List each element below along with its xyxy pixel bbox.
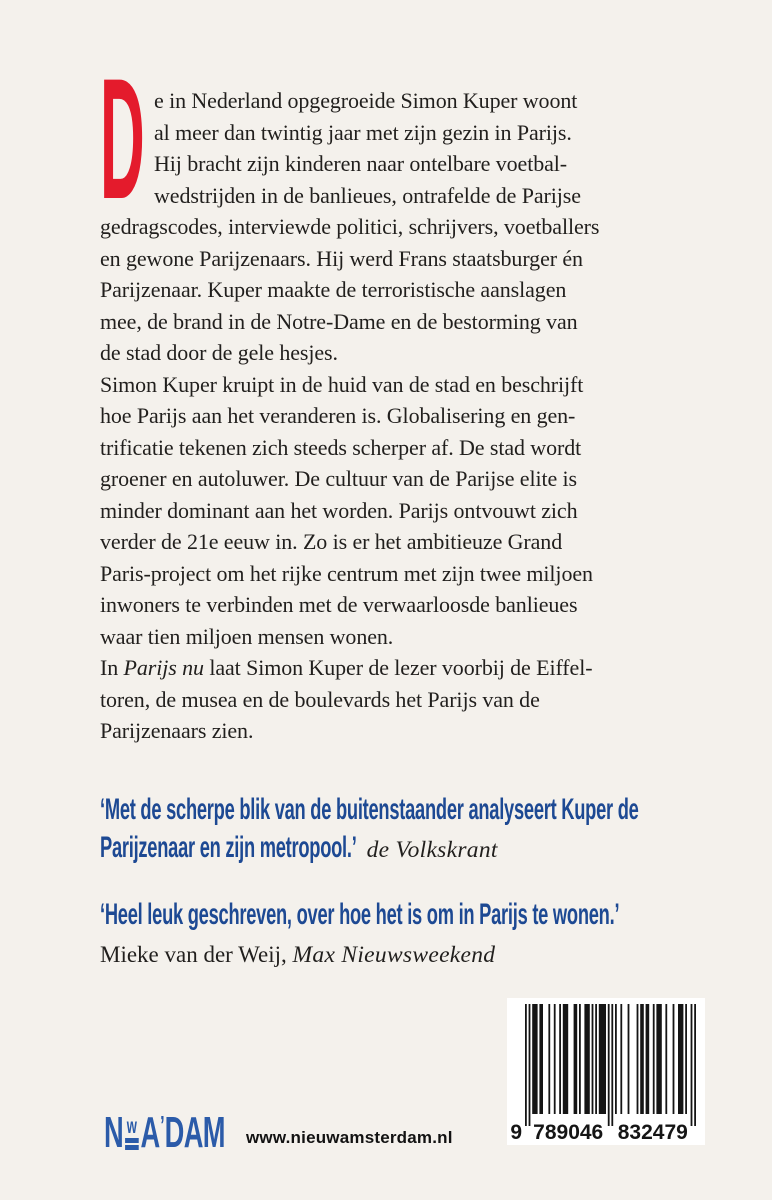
- quote-source-prefix: Mieke van der Weij,: [100, 942, 293, 967]
- quote-block: [100, 793, 720, 869]
- barcode-bar: [554, 1004, 556, 1114]
- quote-line: [100, 898, 720, 936]
- quote-line: [100, 831, 720, 869]
- barcode-bar: [599, 1004, 606, 1114]
- blurb-line: [100, 400, 675, 432]
- blurb-line: [100, 495, 675, 527]
- blurb-line: [100, 652, 675, 684]
- barcode-bar: [563, 1004, 568, 1114]
- logo-w-stack: [125, 1115, 139, 1150]
- publisher-logo: [104, 1108, 225, 1157]
- logo-letter-w: w: [126, 1115, 137, 1138]
- barcode-bar: [694, 1004, 696, 1126]
- blurb-segment: mee, de brand in de Notre-Dame en de bestorming van: [100, 308, 578, 334]
- blurb-segment: Parijzenaars zien.: [100, 718, 254, 743]
- barcode-bar: [532, 1004, 537, 1114]
- blurb-line: [100, 558, 675, 590]
- blurb-line: [100, 117, 675, 149]
- barcode-digits-left: 789046: [533, 1121, 604, 1144]
- quote-text: ‘Met de scherpe blik van de buitenstaander analyseert Kuper de: [100, 793, 639, 826]
- blurb-segment: inwoners te verbinden met de verwaarloosde banlieues: [100, 592, 578, 617]
- barcode-bar: [548, 1004, 550, 1114]
- blurb-line: [100, 621, 675, 653]
- blurb-segment: al meer dan twintig jaar met zijn gezin in Parijs.: [154, 119, 572, 145]
- barcode-panel: [507, 998, 705, 1145]
- quote-text-wrap: [100, 793, 639, 831]
- barcode-bar: [579, 1004, 581, 1114]
- blurb-line: [100, 715, 675, 747]
- barcode-bar: [685, 1004, 687, 1114]
- quote-text: Parijzenaar en zijn metropool.’: [100, 831, 357, 864]
- barcode-bar: [592, 1004, 594, 1114]
- blurb-line: [100, 589, 675, 621]
- barcode-bar: [628, 1004, 630, 1114]
- barcode-bar: [620, 1004, 622, 1114]
- blurb-segment: In: [100, 655, 124, 680]
- blurb-segment: Paris-project om het rijke centrum met zijn twee miljoen: [100, 560, 593, 586]
- barcode-bar: [656, 1004, 661, 1114]
- logo-bar-top: [125, 1138, 139, 1143]
- blurb-line: [100, 85, 675, 117]
- blurb-text: [100, 85, 675, 747]
- blurb-line: [100, 243, 675, 275]
- blurb-line: [100, 211, 675, 243]
- blurb-line: [100, 684, 675, 716]
- barcode-bar: [653, 1004, 655, 1114]
- blurb-line: [100, 526, 675, 558]
- quote-source-name: de Volkskrant: [366, 837, 498, 863]
- drop-cap-letter: D: [100, 43, 145, 235]
- barcode-bar: [678, 1004, 683, 1114]
- ean13-barcode: [510, 998, 702, 1144]
- logo-letters-dam: DAM: [164, 1108, 225, 1157]
- blurb-segment: minder dominant aan het worden. Parijs ontvouwt zich: [100, 497, 578, 523]
- quote-attribution-line: [100, 938, 720, 974]
- barcode-bar: [608, 1004, 610, 1126]
- blurb-line: [100, 180, 675, 212]
- blurb-segment: e in Nederland opgegroeide Simon Kuper woont: [154, 88, 578, 113]
- blurb-line: [100, 369, 675, 401]
- blurb-line: [100, 148, 675, 180]
- quote-text-wrap: [100, 831, 357, 869]
- quote-text: ‘Heel leuk geschreven, over hoe het is om in Parijs te wonen.’: [100, 898, 620, 931]
- blurb-segment: Parijzenaar. Kuper maakte de terroristische aanslagen: [100, 277, 567, 302]
- barcode-bar: [574, 1004, 578, 1114]
- blurb-segment: wedstrijden in de banlieues, ontrafelde de Parijse: [154, 182, 581, 208]
- blurb-segment: hoe Parijs aan het veranderen is. Globalisering en gen-: [100, 403, 576, 428]
- blurb-segment: Hij bracht zijn kinderen naar ontelbare voetbal-: [154, 151, 568, 176]
- barcode-bar: [595, 1004, 597, 1114]
- barcode-bar: [584, 1004, 589, 1114]
- barcode-digits-right: 832479: [617, 1121, 688, 1144]
- blurb-segment: trificatie tekenen zich steeds scherper af. De stad wordt: [100, 434, 582, 460]
- barcode-bar: [525, 1004, 527, 1126]
- barcode-bar: [539, 1004, 543, 1114]
- logo-letter-n: N: [104, 1108, 124, 1157]
- logo-apostrophe: ’: [160, 1110, 165, 1140]
- logo-letter-a: A: [140, 1108, 160, 1157]
- quote-block: [100, 898, 720, 974]
- publisher-website: www.nieuwamsterdam.nl: [246, 1128, 453, 1147]
- blurb-line: [100, 274, 675, 306]
- blurb-segment: verder de 21e eeuw in. Zo is er het ambitieuze Grand: [100, 529, 563, 554]
- blurb-segment: gedragscodes, interviewde politici, schrijvers, voetballers: [100, 214, 600, 239]
- blurb-line: [100, 306, 675, 338]
- barcode-bar: [615, 1004, 617, 1114]
- blurb-segment: laat Simon Kuper de lezer voorbij de Eiffel-: [203, 655, 593, 680]
- blurb-line: [100, 337, 675, 369]
- barcode-bar: [691, 1004, 693, 1126]
- barcode-bar: [559, 1004, 561, 1114]
- barcode-bar: [665, 1004, 667, 1114]
- press-quotes: [100, 793, 720, 974]
- barcode-bar: [529, 1004, 531, 1126]
- blurb-segment: groener en autoluwer. De cultuur van de Parijse elite is: [100, 466, 578, 491]
- barcode-bar: [611, 1004, 613, 1126]
- blurb-line: [100, 463, 675, 495]
- quote-source-name: Max Nieuwsweekend: [292, 942, 496, 968]
- barcode-bar: [640, 1004, 644, 1114]
- blurb-segment: Simon Kuper kruipt in de huid van de stad en beschrijft: [100, 371, 584, 397]
- barcode-bar: [673, 1004, 675, 1114]
- barcode-bar: [646, 1004, 650, 1114]
- quote-line: [100, 793, 720, 831]
- blurb-segment: waar tien miljoen mensen wonen.: [100, 623, 394, 649]
- barcode-bar: [637, 1004, 639, 1114]
- blurb-italic-title: Parijs nu: [123, 655, 204, 680]
- blurb-segment: de stad door de gele hesjes.: [100, 340, 338, 365]
- blurb-line: [100, 432, 675, 464]
- quote-text-wrap: [100, 898, 619, 936]
- blurb-segment: toren, de musea en de boulevards het Parijs van de: [100, 686, 540, 712]
- logo-bar-bottom: [125, 1145, 139, 1150]
- barcode-digit-first: 9: [510, 1121, 522, 1144]
- blurb-segment: en gewone Parijzenaars. Hij werd Frans staatsburger én: [100, 245, 583, 271]
